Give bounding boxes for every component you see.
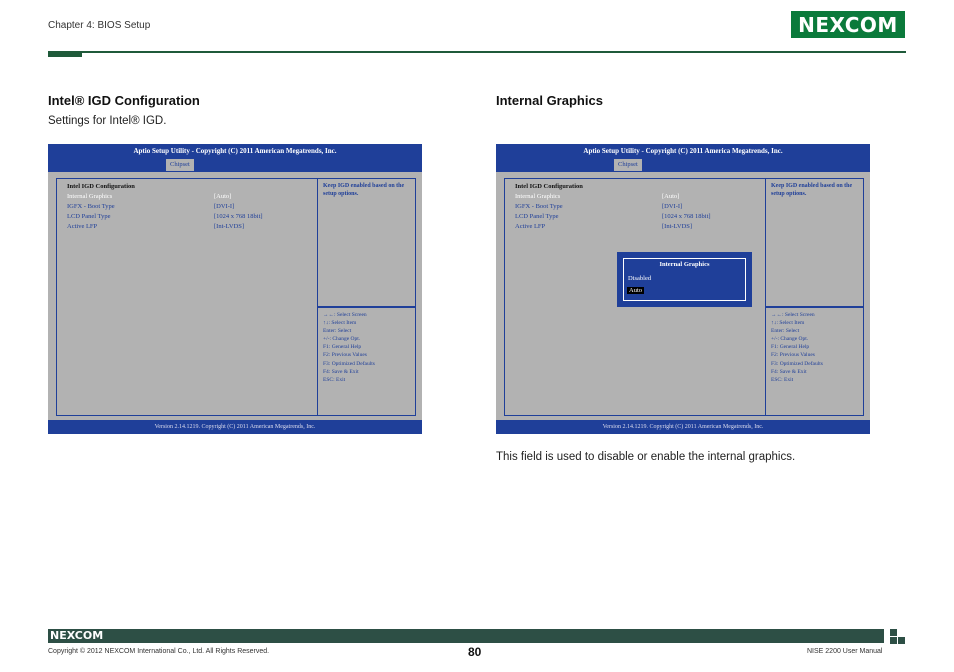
bios-tab-bar bbox=[496, 158, 870, 172]
option-popup-internal-graphics bbox=[617, 252, 752, 307]
popup-title: Internal Graphics bbox=[659, 261, 710, 268]
bios-item-value: [Auto] bbox=[662, 193, 680, 200]
bios-title-bar: Aptio Setup Utility - Copyright (C) 2011 America Megatrends, Inc. bbox=[496, 144, 870, 158]
footer-square bbox=[890, 629, 897, 636]
bios-item-label: LCD Panel Type bbox=[67, 213, 111, 220]
key-hint: ESC: Exit bbox=[323, 376, 346, 383]
popup-option-disabled[interactable]: Disabled bbox=[628, 275, 652, 282]
bios-help-panel bbox=[765, 178, 864, 308]
bios-item-value: [DVI-I] bbox=[662, 203, 683, 210]
bios-item-internal-graphics[interactable] bbox=[515, 193, 680, 200]
bios-item-label: Internal Graphics bbox=[515, 193, 561, 200]
logo-text: NEXCOM bbox=[798, 12, 898, 37]
bios-item-label: IGFX - Boot Type bbox=[67, 203, 115, 210]
bios-item-label: Internal Graphics bbox=[67, 193, 113, 200]
key-hint: F4: Save & Exit bbox=[771, 368, 807, 375]
bios-item-label: Active LFP bbox=[67, 223, 98, 230]
footer-square bbox=[898, 637, 905, 644]
bios-version-bar: Version 2.14.1219. Copyright (C) 2011 American Megatrends, Inc. bbox=[496, 420, 870, 434]
bios-version-bar: Version 2.14.1219. Copyright (C) 2011 American Megatrends, Inc. bbox=[48, 420, 422, 434]
key-hint: F4: Save & Exit bbox=[323, 368, 359, 375]
key-hint: Enter: Select bbox=[323, 328, 352, 335]
footer-square bbox=[890, 637, 897, 644]
bios-help-text: Keep IGD enabled based on the setup options. bbox=[323, 183, 405, 197]
bios-item-label: LCD Panel Type bbox=[515, 213, 559, 220]
section-title-internal-graphics: Internal Graphics bbox=[496, 93, 603, 108]
chapter-label: Chapter 4: BIOS Setup bbox=[48, 20, 151, 31]
bios-tab-bar bbox=[48, 158, 422, 172]
bios-key-legend bbox=[323, 311, 375, 384]
key-hint: F3: Optimized Defaults bbox=[771, 360, 823, 367]
section-title-igd: Intel® IGD Configuration bbox=[48, 93, 200, 108]
key-hint: F1: General Help bbox=[323, 344, 362, 351]
key-hint: →←: Select Screen bbox=[771, 312, 815, 318]
key-hint: Enter: Select bbox=[771, 328, 800, 335]
bios-item-active-lfp[interactable] bbox=[67, 223, 245, 230]
bios-item-active-lfp[interactable] bbox=[515, 223, 693, 230]
bios-item-internal-graphics[interactable] bbox=[67, 193, 232, 200]
bios-help-text: Keep IGD enabled based on the setup options. bbox=[771, 183, 853, 197]
bios-menu-heading: Intel IGD Configuration bbox=[515, 183, 583, 190]
key-hint: F1: General Help bbox=[771, 344, 810, 351]
section-subtitle-igd: Settings for Intel® IGD. bbox=[48, 115, 167, 127]
bios-title-bar: Aptio Setup Utility - Copyright (C) 2011 American Megatrends, Inc. bbox=[48, 144, 422, 158]
copyright-text: Copyright © 2012 NEXCOM International Co., Ltd. All Rights Reserved. bbox=[48, 648, 270, 655]
key-hint: ↑↓: Select Item bbox=[323, 320, 357, 327]
bios-menu-heading: Intel IGD Configuration bbox=[67, 183, 135, 190]
bios-item-value: [1024 x 768 18bit] bbox=[662, 213, 711, 220]
bios-item-label: Active LFP bbox=[515, 223, 546, 230]
key-hint: ESC: Exit bbox=[771, 376, 794, 383]
key-hint: F2: Previous Values bbox=[771, 352, 815, 359]
bios-keys-panel bbox=[765, 306, 864, 416]
bios-key-legend bbox=[771, 311, 823, 384]
bios-screen-igd bbox=[48, 144, 422, 434]
bios-screen-internal-graphics bbox=[496, 144, 870, 434]
bios-item-igfx-boot-type[interactable] bbox=[515, 203, 683, 210]
bios-help-panel bbox=[317, 178, 416, 308]
bios-item-label: IGFX - Boot Type bbox=[515, 203, 563, 210]
header-divider bbox=[48, 51, 906, 53]
nexcom-logo bbox=[791, 11, 905, 38]
header-accent bbox=[48, 51, 82, 57]
tab-chipset[interactable]: Chipset bbox=[614, 159, 642, 171]
bios-main-panel bbox=[56, 178, 318, 416]
bios-item-value: [Int-LVDS] bbox=[214, 223, 245, 230]
section-description-internal-graphics: This field is used to disable or enable the internal graphics. bbox=[496, 451, 796, 463]
page-number: 80 bbox=[468, 645, 482, 659]
footer-bar bbox=[48, 629, 884, 643]
key-hint: F2: Previous Values bbox=[323, 352, 367, 359]
tab-chipset[interactable]: Chipset bbox=[166, 159, 194, 171]
popup-frame bbox=[623, 258, 746, 301]
key-hint: →←: Select Screen bbox=[323, 312, 367, 318]
bios-item-lcd-panel-type[interactable] bbox=[67, 213, 263, 220]
key-hint: F3: Optimized Defaults bbox=[323, 360, 375, 367]
footer-logo: NEXCOM bbox=[50, 629, 104, 642]
key-hint: +/-: Change Opt. bbox=[323, 336, 361, 343]
bios-item-lcd-panel-type[interactable] bbox=[515, 213, 711, 220]
bios-keys-panel bbox=[317, 306, 416, 416]
manual-name: NISE 2200 User Manual bbox=[807, 648, 883, 655]
key-hint: +/-: Change Opt. bbox=[771, 336, 809, 343]
key-hint: ↑↓: Select Item bbox=[771, 320, 805, 327]
popup-option-auto[interactable]: Auto bbox=[629, 287, 642, 294]
bios-item-value: [Int-LVDS] bbox=[662, 223, 693, 230]
bios-item-value: [DVI-I] bbox=[214, 203, 235, 210]
bios-item-value: [Auto] bbox=[214, 193, 232, 200]
bios-item-igfx-boot-type[interactable] bbox=[67, 203, 235, 210]
bios-item-value: [1024 x 768 18bit] bbox=[214, 213, 263, 220]
